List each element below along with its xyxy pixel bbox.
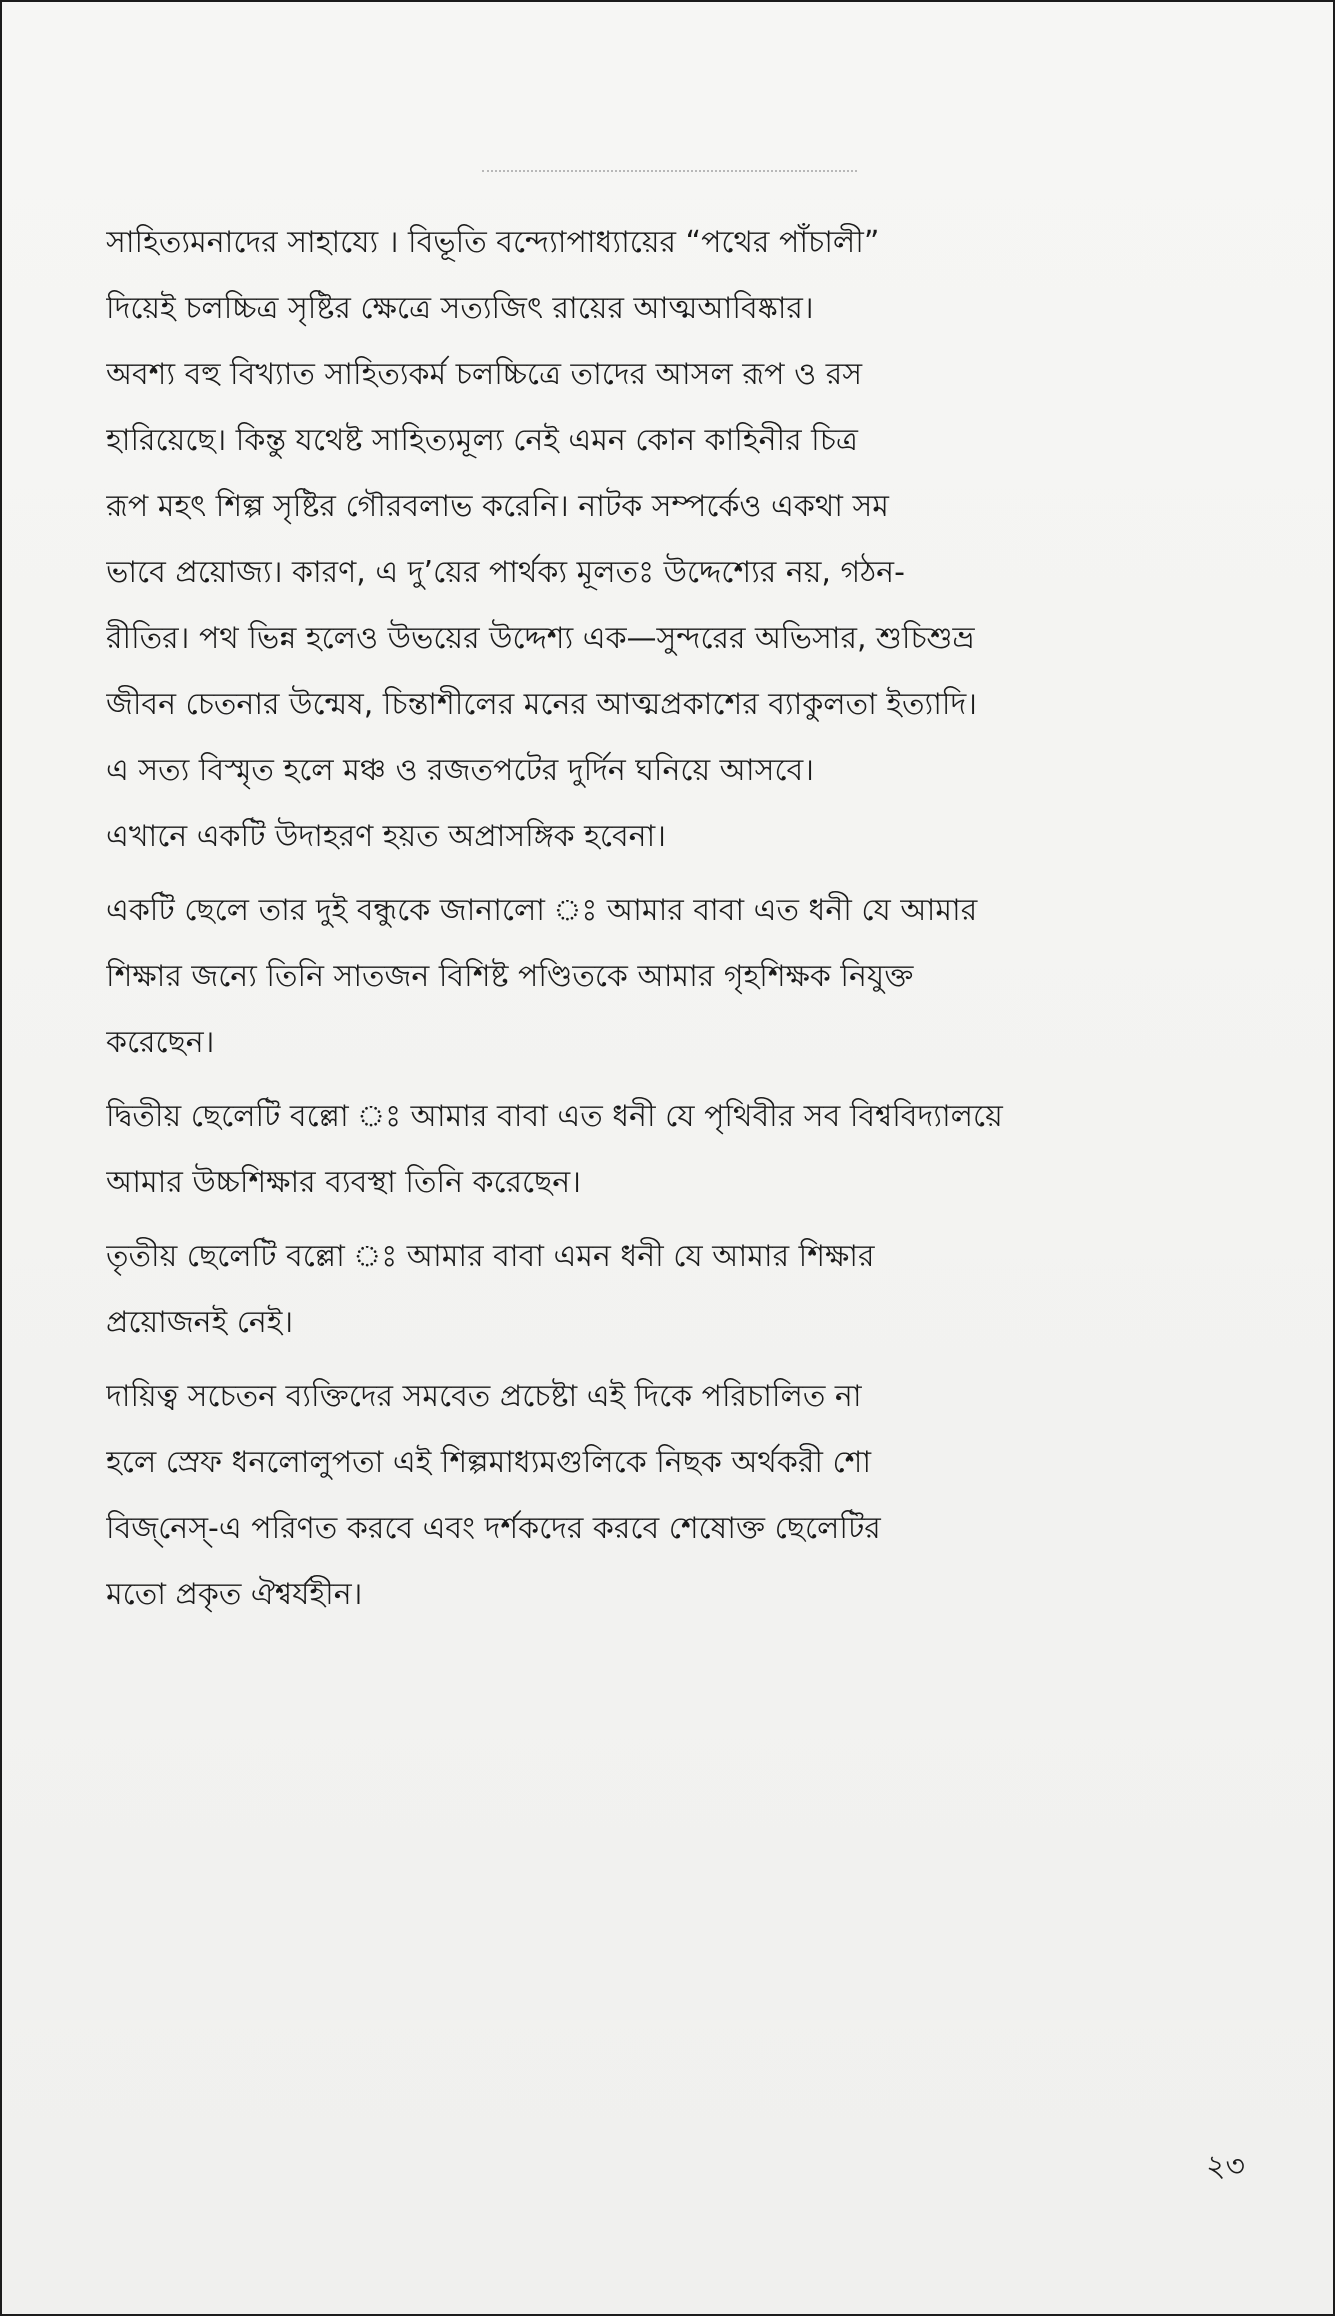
text-line: শিক্ষার জন্যে তিনি সাতজন বিশিষ্ট পণ্ডিতকে আমার গৃহশিক্ষক নিযুক্ত — [106, 959, 914, 994]
text-line: দায়িত্ব সচেতন ব্যক্তিদের সমবেত প্রচেষ্টা এই দিকে পরিচালিত না — [106, 1379, 862, 1414]
text-line: প্রয়োজনই নেই। — [106, 1305, 294, 1340]
text-line: হারিয়েছে। কিন্তু যথেষ্ট সাহিত্যমূল্য নেই এমন কোন কাহিনীর চিত্র — [106, 423, 858, 458]
text-line: রূপ মহৎ শিল্প সৃষ্টির গৌরবলাভ করেনি। নাটক সম্পর্কেও একথা সম — [106, 489, 889, 524]
text-line: তৃতীয় ছেলেটি বল্লো ঃ আমার বাবা এমন ধনী যে আমার শিক্ষার — [106, 1239, 875, 1274]
text-line: একটি ছেলে তার দুই বন্ধুকে জানালো ঃ আমার বাবা এত ধনী যে আমার — [106, 893, 978, 928]
text-line: দিয়েই চলচ্চিত্র সৃষ্টির ক্ষেত্রে সত্যজিৎ রায়ের আত্মআবিষ্কার। — [106, 291, 814, 326]
page-number: ২৩ — [1206, 2149, 1246, 2184]
text-line: বিজ্‌নেস্‌-এ পরিণত করবে এবং দর্শকদের করবে শেষোক্ত ছেলেটির — [106, 1511, 881, 1546]
text-line: অবশ্য বহু বিখ্যাত সাহিত্যকর্ম চলচ্চিত্রে তাদের আসল রূপ ও রস — [106, 357, 863, 392]
text-line: দ্বিতীয় ছেলেটি বল্লো ঃ আমার বাবা এত ধনী যে পৃথিবীর সব বিশ্ববিদ্যালয়ে — [106, 1099, 1003, 1134]
text-line: হলে স্রেফ ধনলোলুপতা এই শিল্পমাধ্যমগুলিকে নিছক অর্থকরী শো — [106, 1445, 872, 1480]
text-line: রীতির। পথ ভিন্ন হলেও উভয়ের উদ্দেশ্য এক—সুন্দরের অভিসার, শুচিশুভ্র — [106, 621, 975, 656]
text-line: ভাবে প্রয়োজ্য। কারণ, এ দু’য়ের পার্থক্য মূলতঃ উদ্দেশ্যের নয়, গঠন- — [106, 555, 905, 590]
text-line: মতো প্রকৃত ঐশ্বর্যহীন। — [106, 1577, 363, 1612]
text-line: আমার উচ্চশিক্ষার ব্যবস্থা তিনি করেছেন। — [106, 1165, 581, 1200]
body-text — [106, 210, 1281, 1628]
text-line: করেছেন। — [106, 1025, 215, 1060]
text-line: জীবন চেতনার উন্মেষ, চিন্তাশীলের মনের আত্মপ্রকাশের ব্যাকুলতা ইত্যাদি। — [106, 687, 977, 722]
text-line: সাহিত্যমনাদের সাহায্যে । বিভূতি বন্দ্যোপাধ্যায়ের “পথের পাঁচালী” — [106, 225, 880, 260]
text-line: এখানে একটি উদাহরণ হয়ত অপ্রাসঙ্গিক হবেনা। — [106, 819, 666, 854]
text-line: এ সত্য বিস্মৃত হলে মঞ্চ ও রজতপটের দুর্দিন ঘনিয়ে আসবে। — [106, 753, 814, 788]
top-dotted-rule — [482, 170, 857, 172]
